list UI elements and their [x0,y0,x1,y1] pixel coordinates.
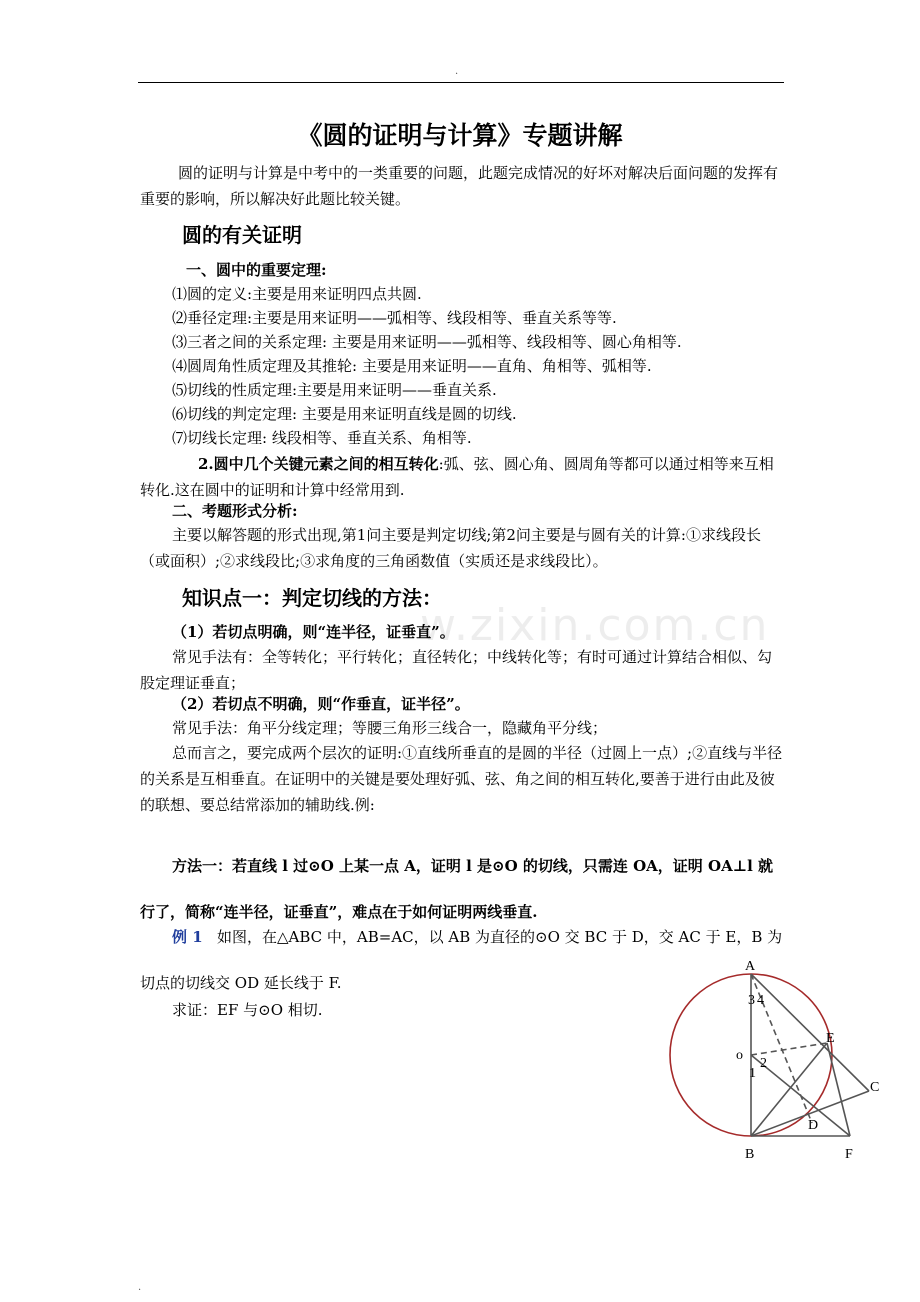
example1-text: 如图，在△ABC 中，AB=AC，以 AB 为直径的⊙O 交 BC 于 D，交 AC 于 E，B 为切点的切线交 OD 延长线于 F. [140,928,783,992]
theorem-item: ⑷圆周角性质定理及其推轮: 主要是用来证明——直角、角相等、弧相等. [172,357,652,375]
key-elements-bold: 2.圆中几个关键元素之间的相互转化 [198,455,439,473]
section-heading-proofs: 圆的有关证明 [182,223,302,247]
method1-paragraph: 方法一：若直线 l 过⊙O 上某一点 A，证明 l 是⊙O 的切线，只需连 OA，证明 OA⊥l 就行了，简称“连半径，证垂直”，难点在于如何证明两线垂直. [140,857,774,921]
angle-label-2: 2 [760,1056,767,1071]
subheading-theorems: 一、圆中的重要定理: [186,261,327,279]
point-label-f: F [845,1147,853,1162]
case1-heading: （1）若切点明确，则“连半径，证垂直”。 [172,623,455,641]
page-title: 《圆的证明与计算》专题讲解 [297,121,623,150]
theorem-item: ⑺切线长定理: 线段相等、垂直关系、角相等. [172,429,472,447]
case2-description: 常见手法：角平分线定理；等腰三角形三线合一，隐藏角平分线； [172,719,608,737]
key-elements-paragraph [140,451,784,503]
header-dot: . [455,66,459,77]
example1-prove: 求证：EF 与⊙O 相切. [172,1001,323,1019]
theorem-item: ⑵垂径定理:主要是用来证明——弧相等、线段相等、垂直关系等等. [172,309,617,327]
watermark: w.zixin.com.cn [420,600,770,651]
point-label-o: o [736,1048,743,1063]
footer-dot: . [138,1282,142,1293]
geometry-figure [660,955,890,1165]
header-rule [138,82,784,83]
angle-label-3: 3 [748,993,755,1008]
point-label-c: C [870,1080,880,1095]
theorem-item: ⑶三者之间的关系定理: 主要是用来证明——弧相等、线段相等、圆心角相等. [172,333,682,351]
point-label-a: A [745,959,756,974]
point-label-d: D [808,1118,819,1133]
angle-label-4: 4 [757,993,764,1008]
segment-oe-dashed [751,1043,827,1055]
example1-label: 例 1 [172,928,203,946]
theorem-item: ⑸切线的性质定理:主要是用来证明——垂直关系. [172,381,497,399]
key-elements-text: :弧、弦、圆心角、圆周角等都可以通过相等来互相转化.这在圆中的证明和计算中经常用到. [140,455,774,499]
angle-label-1: 1 [749,1066,756,1081]
case2-heading: （2）若切点不明确，则“作垂直，证半径”。 [172,695,470,713]
point-label-b: B [745,1147,755,1162]
analysis-paragraph: 主要以解答题的形式出现,第1问主要是判定切线;第2问主要是与圆有关的计算:①求线段长（或面积）;②求线段比;③求角度的三角函数值（实质还是求线段比）。 [140,526,761,570]
point-label-e: E [826,1031,835,1046]
subheading-analysis: 二、考题形式分析: [172,502,298,520]
section-heading-tangent: 知识点一：判定切线的方法： [182,586,442,610]
segment-ac [751,974,869,1091]
summary-paragraph: 总而言之，要完成两个层次的证明:①直线所垂直的是圆的半径（过圆上一点）;②直线与半径的关系是互相垂直。在证明中的关键是要处理好弧、弦、角之间的相互转化,要善于进行由此及彼的联想、要总结常添加的辅助线.例: [140,744,783,814]
theorem-item: ⑴圆的定义:主要是用来证明四点共圆. [172,285,422,303]
intro-paragraph: 圆的证明与计算是中考中的一类重要的问题，此题完成情况的好坏对解决后面问题的发挥有重要的影响，所以解决好此题比较关键。 [140,164,779,208]
case1-description: 常见手法有：全等转化；平行转化；直径转化；中线转化等；有时可通过计算结合相似、勾股定理证垂直； [140,648,773,692]
segment-ef [827,1043,850,1136]
theorem-item: ⑹切线的判定定理: 主要是用来证明直线是圆的切线. [172,405,517,423]
